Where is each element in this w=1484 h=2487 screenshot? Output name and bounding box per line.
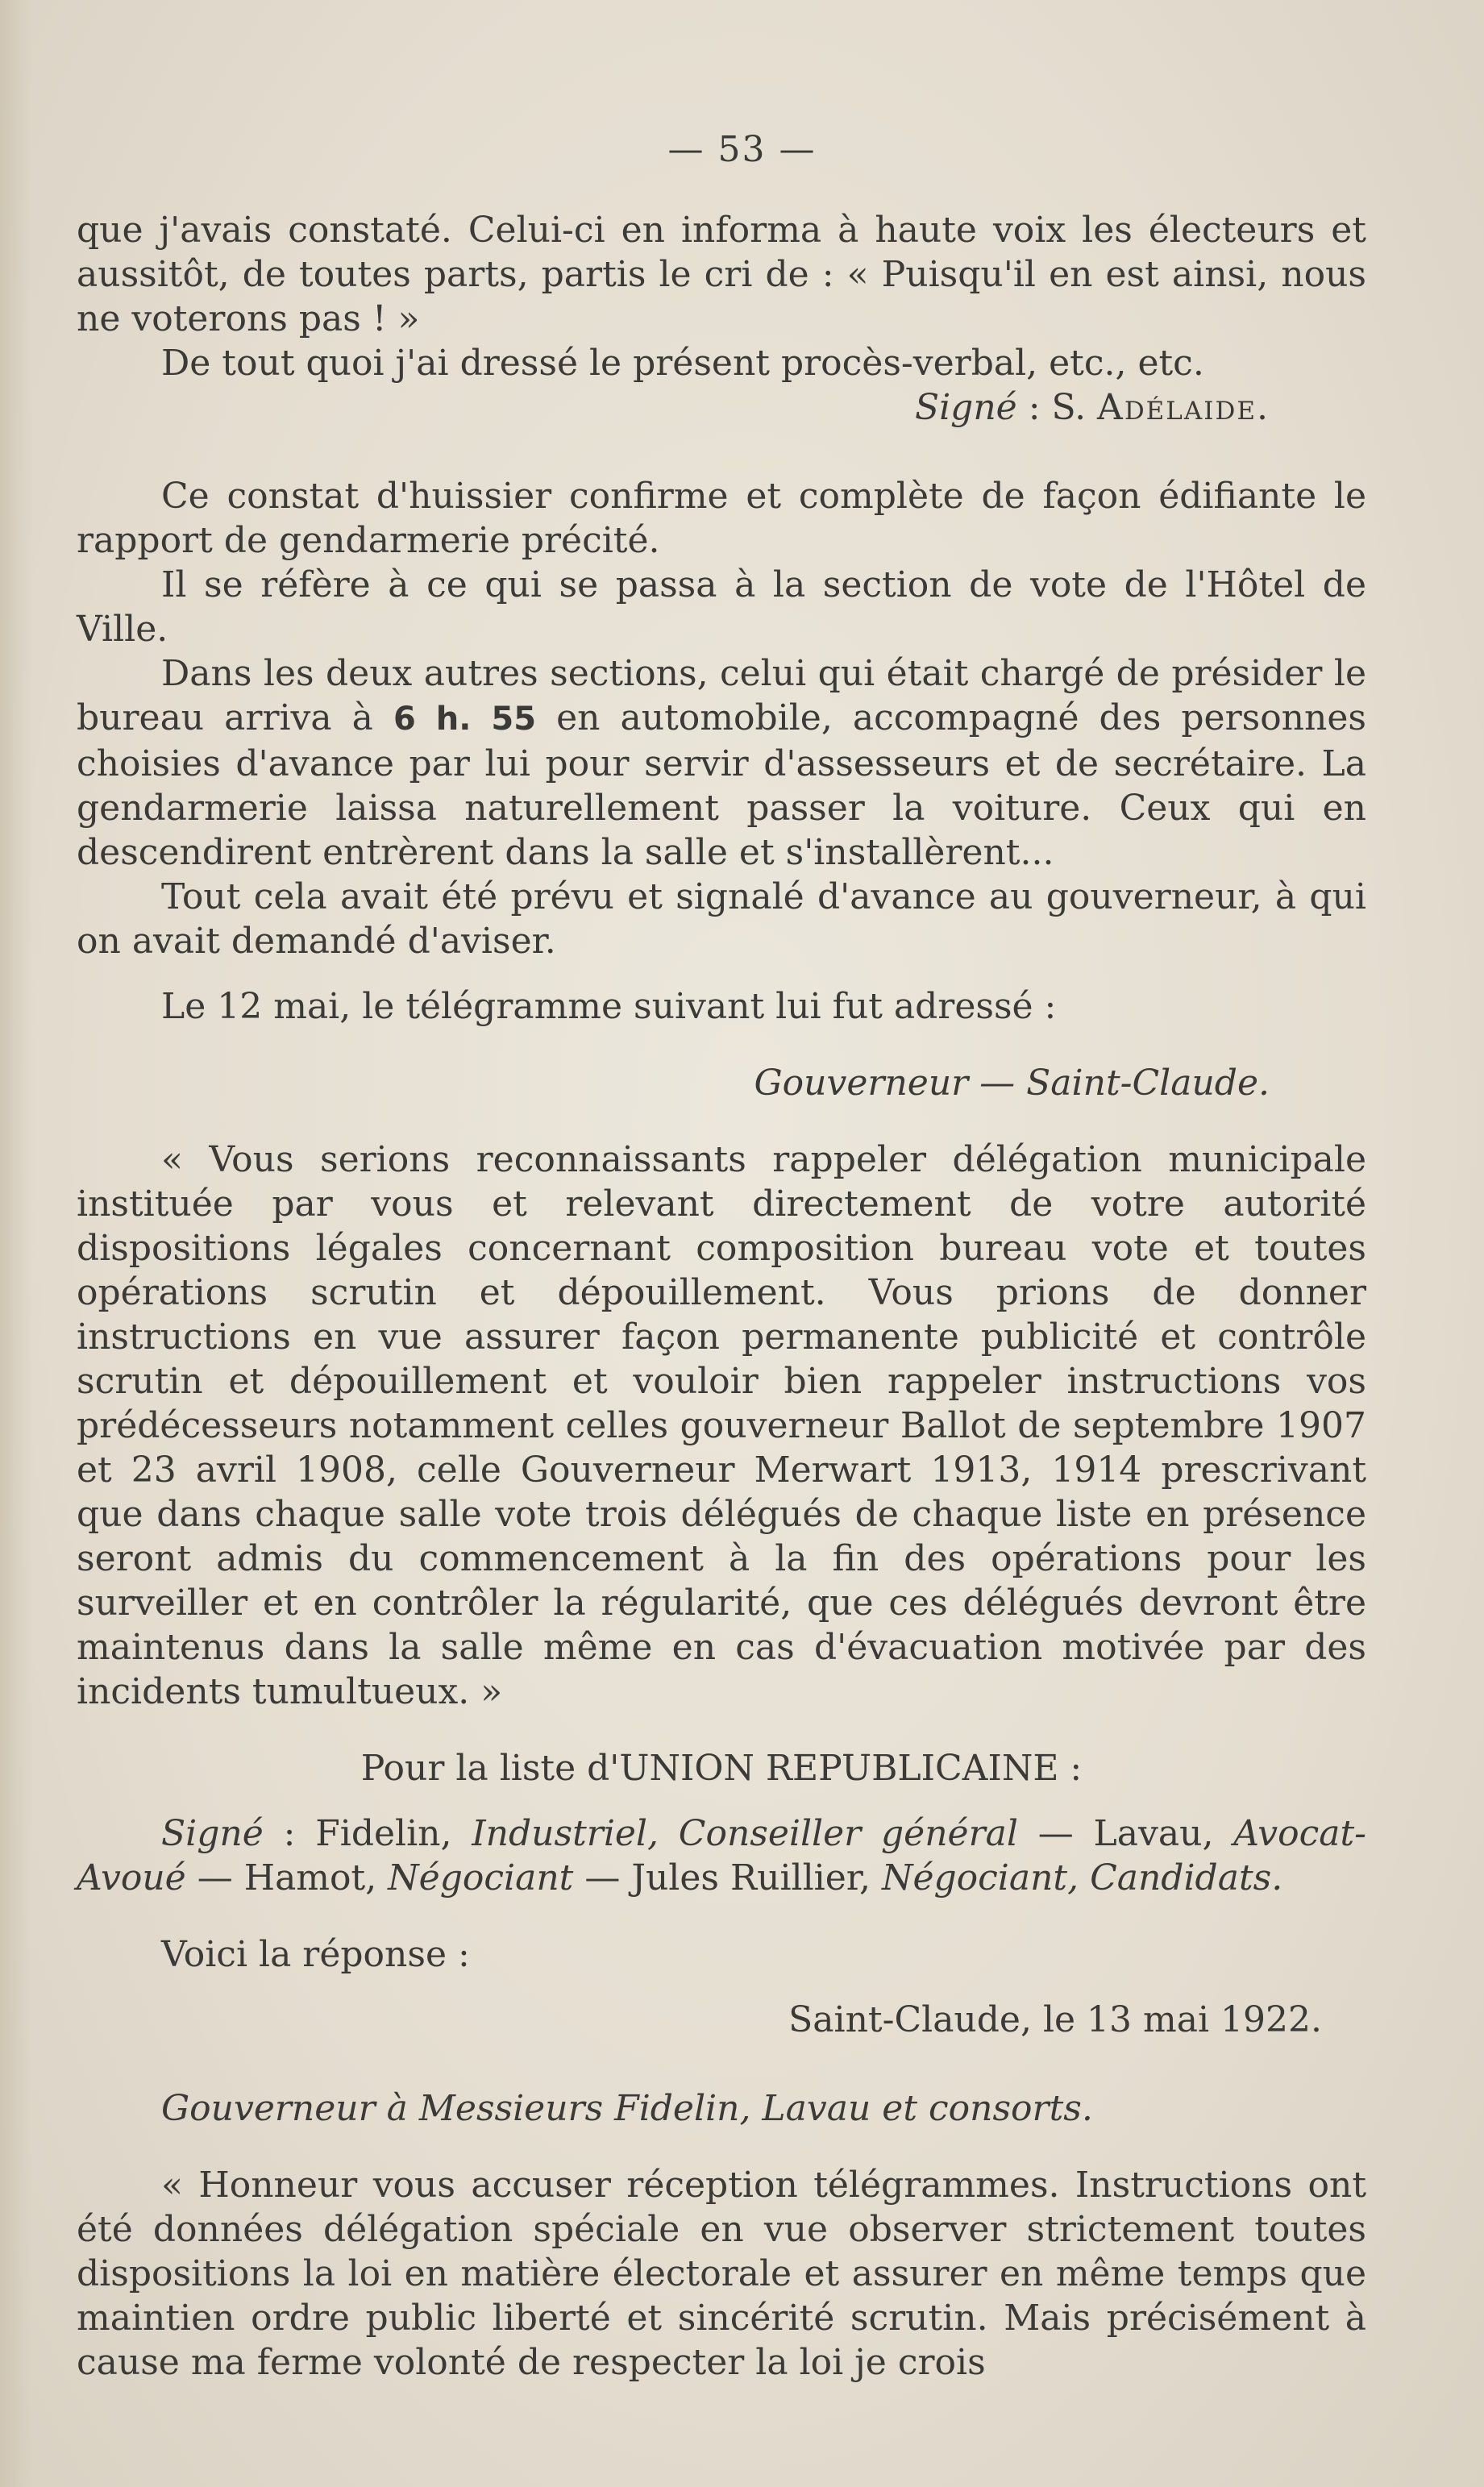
dateline: Saint-Claude, le 13 mai 1922. [788, 1999, 1322, 2040]
paragraph-1: que j'avais constaté. Celui-ci en informa à haute voix les électeurs et aussitôt, de toutes parts, partis le cri de : « Puisqu'il en est ainsi, nous ne voterons pas ! » [77, 210, 1366, 339]
signature-sep: : S. [1016, 387, 1098, 428]
paragraph-5-start: Dans les deux autres sections, celui qui était chargé de présider le bureau arriva à [77, 653, 1366, 738]
signatory-1: : Fidelin, [263, 1813, 472, 1854]
signatories [77, 1811, 1366, 1900]
page-spine-shadow [0, 0, 32, 2487]
telegram-1-header: Gouverneur — Saint-Claude. [754, 1063, 1270, 1104]
signature-label: Signé [914, 387, 1017, 428]
paragraph-5-end: en automobile, accompagné des personnes choisies d'avance par lui pour servir d'assesseurs et de secrétaire. La gendarmerie laissa naturellement passer la voiture. Ceux qui en descendirent entrèrent dans la salle et s'installèrent... [77, 697, 1366, 873]
telegram-1-body: « Vous serions reconnaissants rappeler délégation municipale instituée par vous et relevant directement de votre autorité dispositions légales concernant composition bureau vote et toutes opérations scrutin et dépouillement. Vous prions de donner instructions en vue assurer façon permanente publicité et contrôle scrutin et dépouillement et vouloir bien rappeler instructions vos prédécesseurs notamment celles gouverneur Ballot de septembre 1907 et 23 avril 1908, celle Gouverneur Merwart 1913, 1914 prescrivant que dans chaque salle vote trois délégués de chaque liste en présence seront admis du commencement à la fin des opérations pour les surveiller et en contrôler la régularité, que ces délégués devront être maintenus dans la salle même en cas d'évacuation motivée par des incidents tumultueux. » [77, 1139, 1366, 1712]
signatory-4-title: Négociant, Candidats. [881, 1857, 1283, 1899]
signatories-label: Signé [161, 1813, 264, 1854]
paragraph-6: Tout cela avait été prévu et signalé d'avance au gouverneur, à qui on avait demandé d'aviser. [77, 876, 1366, 962]
signatory-4: — Jules Ruillier, [573, 1857, 882, 1899]
signatory-1-title: Industriel, Conseiller général [472, 1813, 1018, 1854]
paragraph-5 [77, 651, 1366, 875]
signatory-2-title: Avocat-Avoué [77, 1813, 1366, 1899]
body-text [77, 208, 1366, 2385]
arrival-time: 6 h. 55 [393, 701, 537, 738]
signatory-3: — Hamot, [185, 1857, 389, 1899]
paragraph-2: De tout quoi j'ai dressé le présent procès-verbal, etc., etc. [161, 343, 1204, 384]
signature-name: Adélaide. [1097, 387, 1270, 428]
paragraph-8: Voici la réponse : [161, 1934, 470, 1975]
signatory-2: — Lavau, [1017, 1813, 1234, 1854]
telegram-2-body: « Honneur vous accuser réception télégrammes. Instructions ont été données délégation spéciale en vue observer strictement toutes dispositions la loi en matière électorale et assurer en même temps que maintien ordre public liberté et sincérité scrutin. Mais précisément à cause ma ferme volonté de respecter la loi je crois [77, 2165, 1366, 2383]
list-title: Pour la liste d'UNION REPUBLICAINE : [360, 1748, 1083, 1789]
paragraph-3: Ce constat d'huissier confirme et complète de façon édifiante le rapport de gendarmerie précité. [77, 476, 1366, 561]
huissier-signature [77, 385, 1366, 430]
telegram-2-header: Gouverneur à Messieurs Fidelin, Lavau et consorts. [161, 2088, 1093, 2129]
paragraph-4: Il se réfère à ce qui se passa à la section de vote de l'Hôtel de Ville. [77, 564, 1366, 650]
paragraph-7: Le 12 mai, le télégramme suivant lui fut adressé : [161, 986, 1057, 1027]
signatory-3-title: Négociant [388, 1857, 574, 1899]
page-number: — 53 — [667, 129, 817, 170]
